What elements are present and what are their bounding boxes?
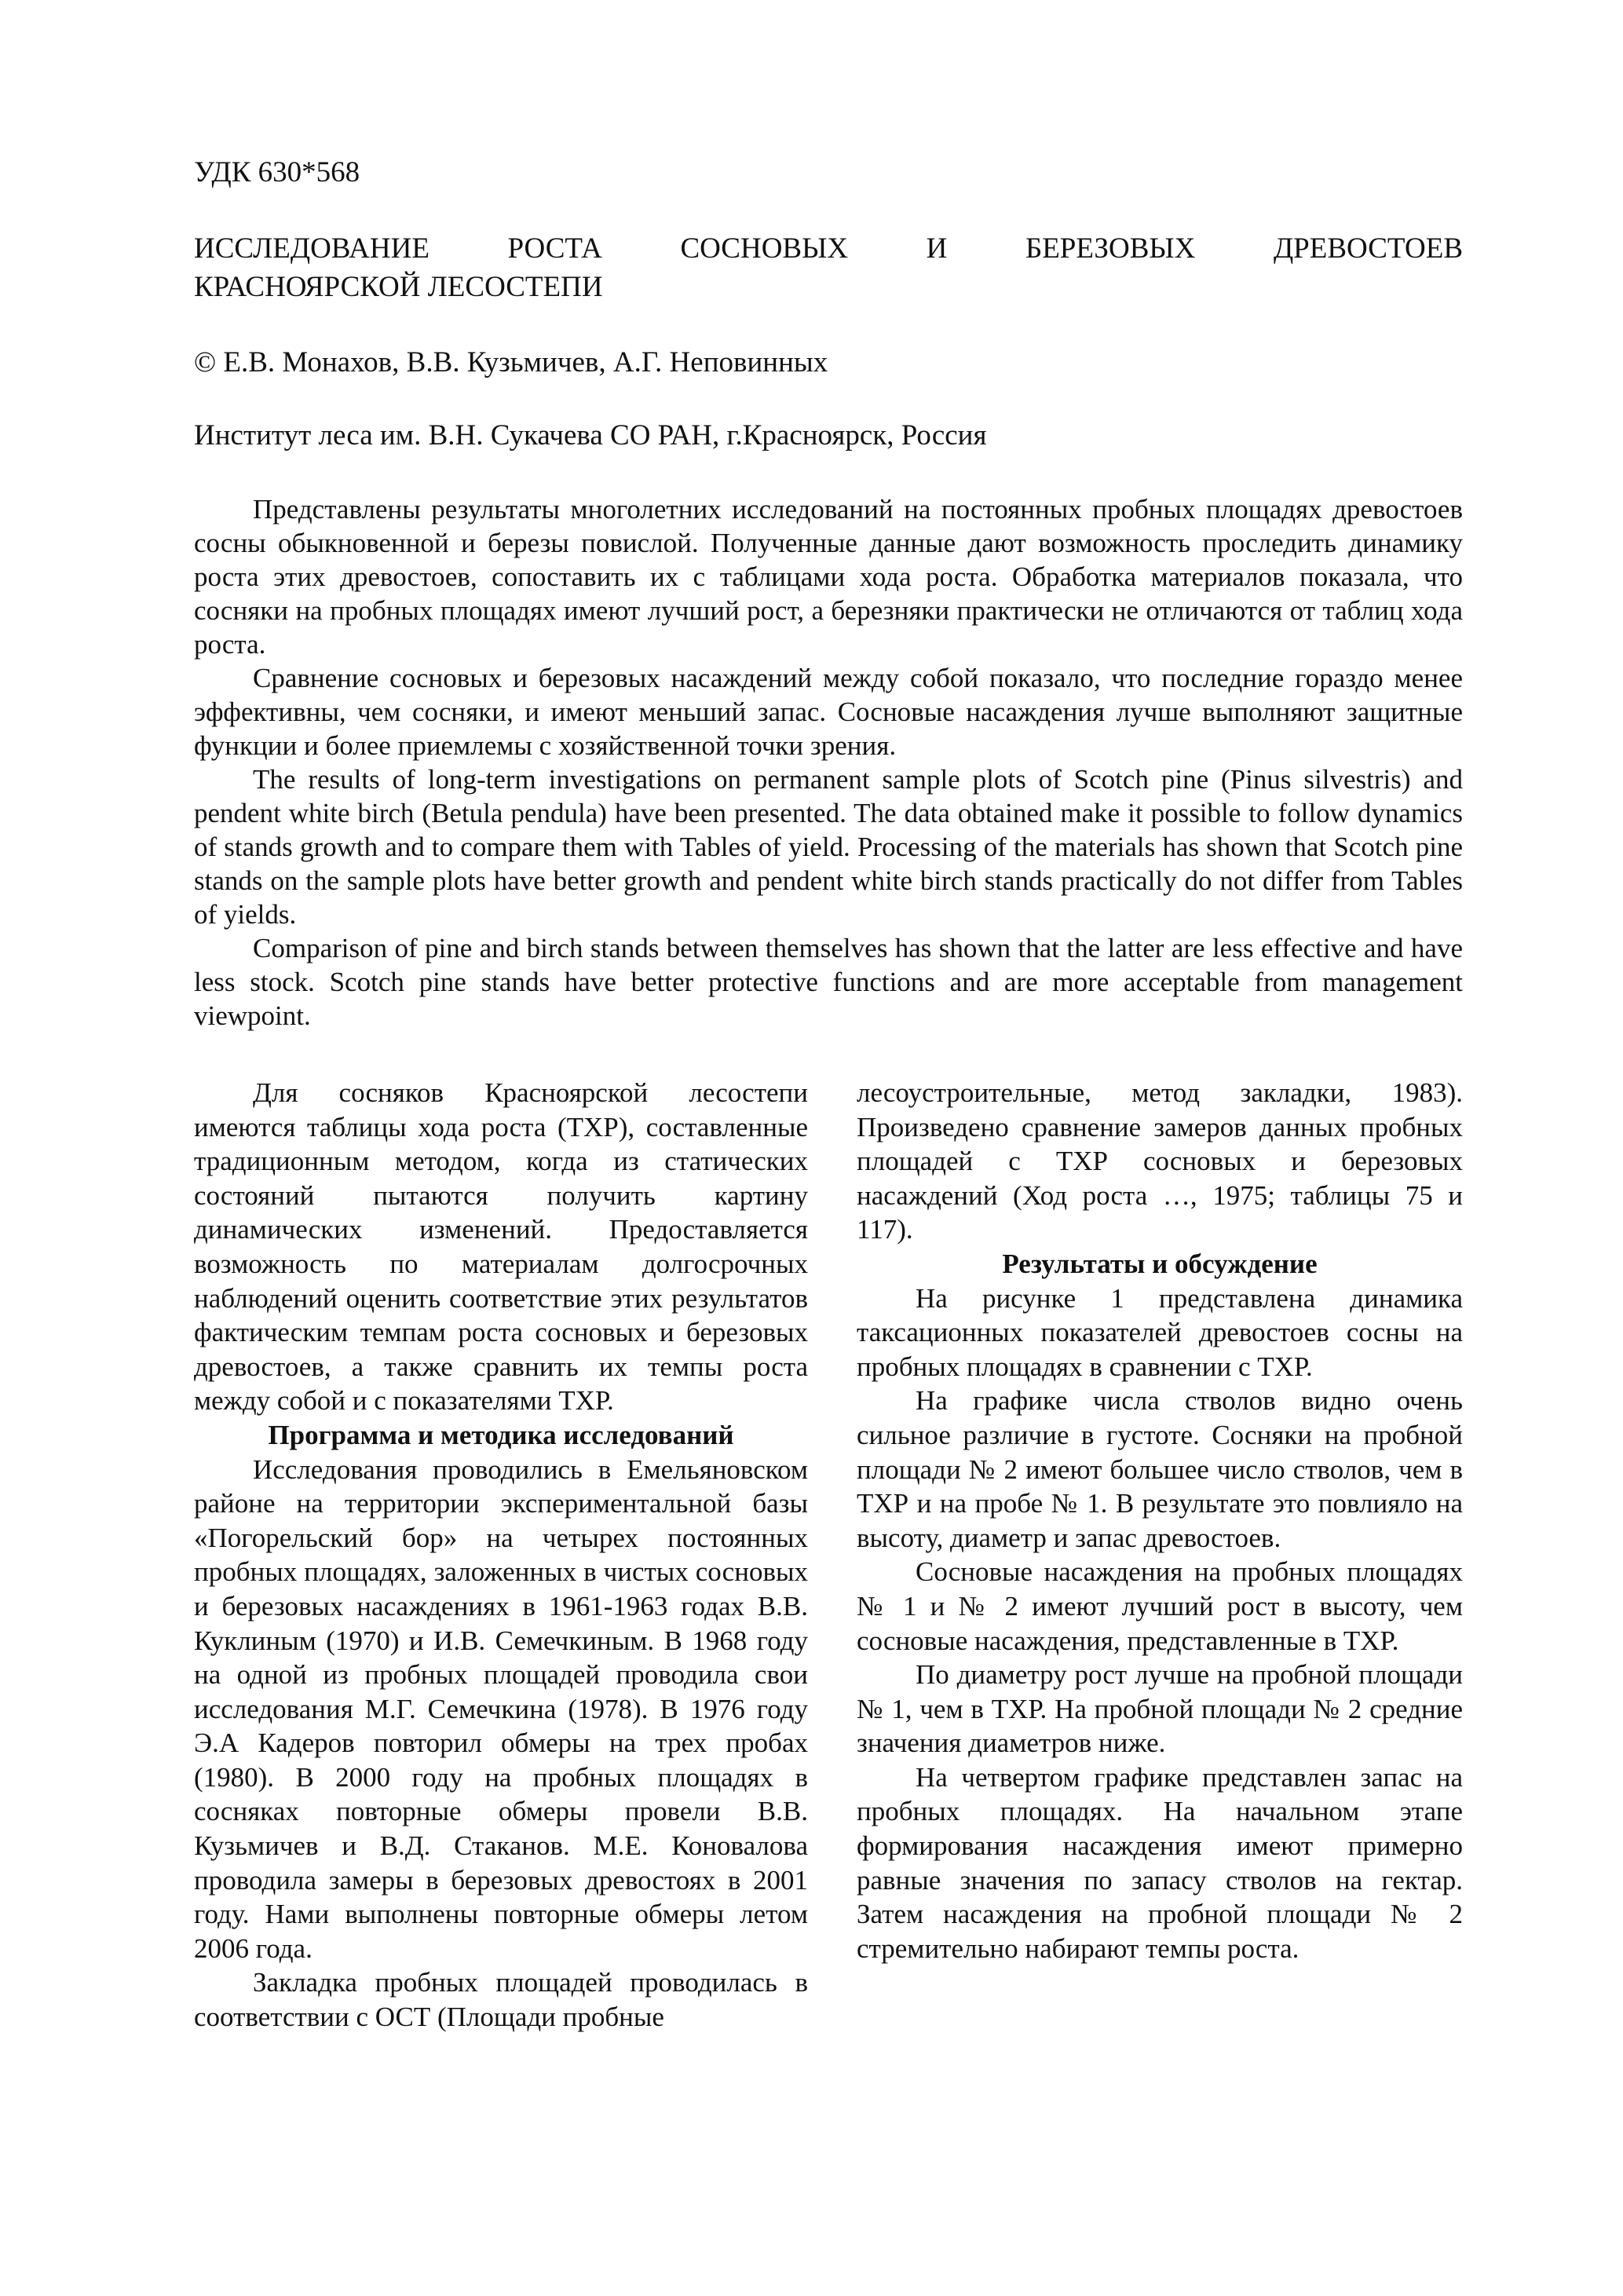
abstract-paragraph: Сравнение сосновых и березовых насаждений между собой показало, что последние гораздо менее эффективны, чем сосняки, и имеют меньший запас. Сосновые насаждения лучше выполняют защитные функции и более приемлемы с хозяйственной точки зрения. <box>194 663 1463 761</box>
abstract-paragraph: Представлены результаты многолетних исследований на постоянных пробных площадях древостоев сосны обыкновенной и березы повислой. Полученные данные дают возможность проследить динамику роста этих древостоев, сопоставить их с таблицами хода роста. Обработка материалов показала, что сосняки на пробных площадях имеют лучший рост, а березняки практически не отличаются от таблиц хода роста. <box>194 494 1463 660</box>
body-paragraph: лесоустроительные, метод закладки, 1983). Произведено сравнение замеров данных пробных площадей с ТХР сосновых и березовых насаждений (Ход роста …, 1975; таблицы 75 и 117). <box>857 1077 1463 1245</box>
left-column <box>194 1076 808 2035</box>
paper-title <box>194 229 1463 306</box>
body-paragraph: На графике числа стволов видно очень сильное различие в густоте. Сосняки на пробной площади № 2 имеют большее число стволов, чем в ТХР и на пробе № 1. В результате это повлияло на высоту, диаметр и запас древостоев. <box>857 1385 1463 1553</box>
body-paragraph: На рисунке 1 представлена динамика таксационных показателей древостоев сосны на пробных площадях в сравнении с ТХР. <box>857 1282 1463 1382</box>
affiliation: Институт леса им. В.Н. Сукачева СО РАН, г.Красноярск, Россия <box>194 419 987 452</box>
body-paragraph: Для сосняков Красноярской лесостепи имеются таблицы хода роста (ТХР), составленные традиционным методом, когда из статических состояний пытаются получить картину динамических изменений. Предоставляется возможность по материалам долгосрочных наблюдений оценить соответствие этих результатов фактическим темпам роста сосновых и березовых древостоев, а также сравнить их темпы роста между собой и с показателями ТХР. <box>194 1077 808 1417</box>
body-paragraph: Закладка пробных площадей проводилась в соответствии с ОСТ (Площади пробные <box>194 1967 808 2033</box>
section-heading: Результаты и обсуждение <box>1002 1248 1318 1279</box>
title-line-2: КРАСНОЯРСКОЙ ЛЕСОСТЕПИ <box>194 271 603 303</box>
body-paragraph: По диаметру рост лучше на пробной площади № 1, чем в ТХР. На пробной площади № 2 средние значения диаметров ниже. <box>857 1659 1463 1759</box>
authors: © Е.В. Монахов, В.В. Кузьмичев, А.Г. Неповинных <box>194 346 828 378</box>
section-heading: Программа и методика исследований <box>268 1419 734 1450</box>
body-paragraph: Исследования проводились в Емельяновском районе на территории экспериментальной базы «Погорельский бор» на четырех постоянных пробных площадях, заложенных в чистых сосновых и березовых насаждениях в 1961-1963 годах В.В. Куклиным (1970) и И.В. Семечкиным. В 1968 году на одной из пробных площадей проводила свои исследования М.Г. Семечкина (1978). В 1976 году Э.А Кадеров повторил обмеры на трех пробах (1980). В 2000 году на пробных площадях в сосняках повторные обмеры провели В.В. Кузьмичев и В.Д. Стаканов. М.Е. Коновалова проводила замеры в березовых древостоях в 2001 году. Нами выполнены повторные обмеры летом 2006 года. <box>194 1453 808 1964</box>
abstract-paragraph: The results of long-term investigations on permanent sample plots of Scotch pine (Pinus silvestris) and pendent white birch (Betula pendula) have been presented. The data obtained make it possible to follow dynamics of stands growth and to compare them with Tables of yield. Processing of the materials has shown that Scotch pine stands on the sample plots have better growth and pendent white birch stands practically do not differ from Tables of yields. <box>194 764 1463 930</box>
body-paragraph: На четвертом графике представлен запас на пробных площадях. На начальном этапе формирования насаждения имеют примерно равные значения по запасу стволов на гектар. Затем насаждения на пробной площади № 2 стремительно набирают темпы роста. <box>857 1761 1463 1964</box>
title-line-1: ИССЛЕДОВАНИЕ РОСТА СОСНОВЫХ И БЕРЕЗОВЫХ ДРЕВОСТОЕВ <box>194 232 1463 265</box>
right-column <box>857 1076 1463 1965</box>
body-paragraph: Сосновые насаждения на пробных площадях № 1 и № 2 имеют лучший рост в высоту, чем сосновые насаждения, представленные в ТХР. <box>857 1556 1463 1656</box>
abstract-paragraph: Comparison of pine and birch stands between themselves has shown that the latter are less effective and have less stock. Scotch pine stands have better protective functions and are more acceptable from management viewpoint. <box>194 933 1463 1031</box>
udk-code: УДК 630*568 <box>194 156 360 188</box>
abstract <box>194 492 1463 1033</box>
